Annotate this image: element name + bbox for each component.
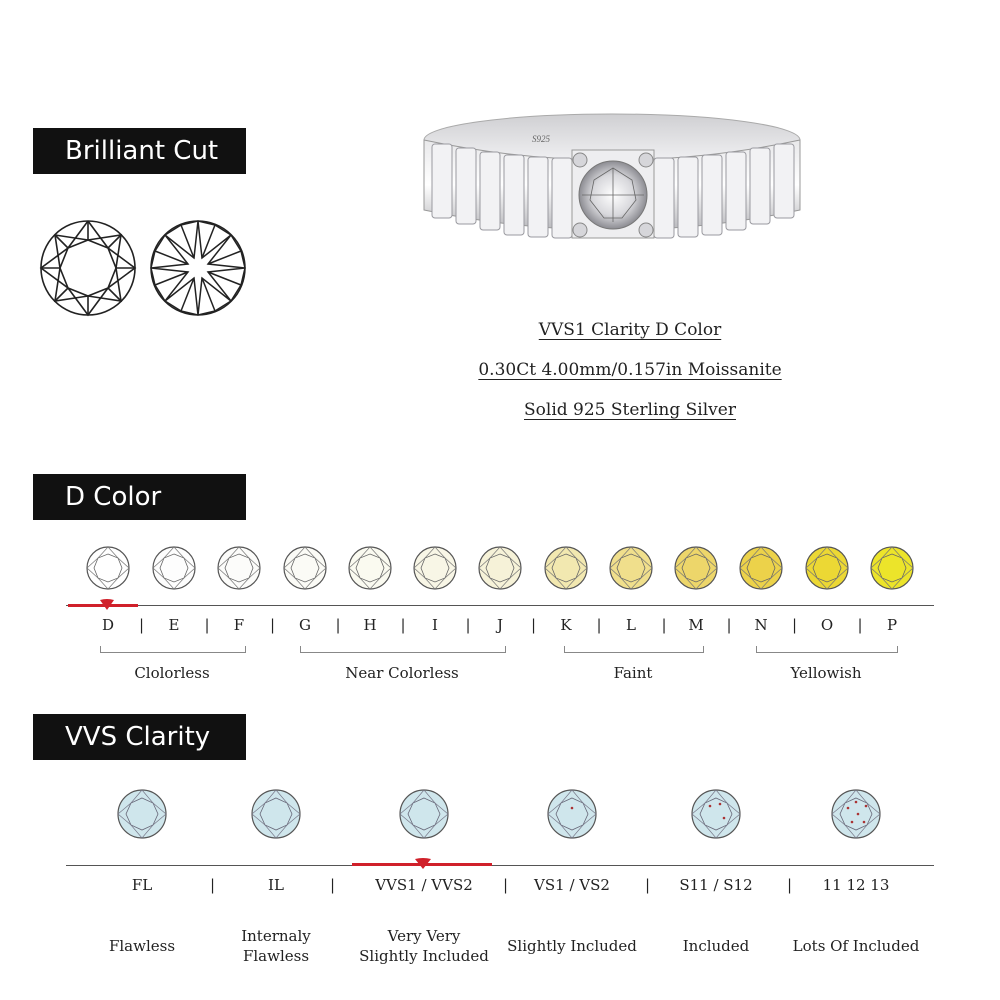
color-gem-o [804,545,850,591]
group-label-colorless: Clolorless [134,664,210,682]
clarity-selected-marker-icon [412,857,434,871]
clarity-description-line: Internaly [241,927,311,945]
clarity-description-line: Included [682,937,750,955]
clarity-gem-0 [116,788,168,840]
clarity-gem-3 [546,788,598,840]
grade-separator: | [465,616,471,634]
spec-clarity-color: VVS1 Clarity D Color [538,320,722,340]
color-grade-l: L [626,616,636,634]
clarity-grade-description [781,936,931,956]
group-bracket-near-colorless [300,646,506,653]
color-gem-d [85,545,131,591]
clarity-grade-description [67,936,217,956]
clarity-grade-description [201,926,351,966]
ring-image [412,100,812,260]
brilliant-cut-side-diagram [38,218,138,318]
color-gem-k [543,545,589,591]
grade-separator: | [726,616,732,634]
color-gem-p [869,545,915,591]
color-gem-l [608,545,654,591]
clarity-scale-line [66,865,934,866]
group-bracket-yellowish [756,646,898,653]
color-selected-marker-icon [97,598,117,612]
grade-separator: | [210,876,216,894]
color-grade-i: I [432,616,438,634]
color-gem-i [412,545,458,591]
clarity-grade-description [349,926,499,966]
grade-separator: | [270,616,276,634]
group-label-yellowish: Yellowish [790,664,862,682]
spec-size: 0.30Ct 4.00mm/0.157in Moissanite [478,360,782,380]
clarity-gem-4 [690,788,742,840]
color-gem-n [738,545,784,591]
clarity-grade-label: S11 / S12 [679,876,753,894]
color-grade-n: N [754,616,768,634]
color-gem-g [282,545,328,591]
color-grade-o: O [820,616,834,634]
grade-separator: | [787,876,793,894]
spec-material: Solid 925 Sterling Silver [524,400,736,420]
color-gem-m [673,545,719,591]
grade-separator: | [857,616,863,634]
group-bracket-colorless [100,646,246,653]
grade-separator: | [596,616,602,634]
ring-stamp: S925 [532,134,550,144]
clarity-description-line: Slightly Included [507,937,637,955]
clarity-gem-5 [830,788,882,840]
clarity-grade-description [641,936,791,956]
color-gem-h [347,545,393,591]
clarity-description-line: Very Very [387,927,461,945]
grade-separator: | [792,616,798,634]
color-gem-f [216,545,262,591]
color-grade-m: M [688,616,704,634]
clarity-grade-label: VVS1 / VVS2 [375,876,473,894]
color-grade-k: K [560,616,572,634]
grade-separator: | [335,616,341,634]
color-grade-f: F [233,616,245,634]
color-grade-e: E [168,616,180,634]
brilliant-cut-top-diagram [148,218,248,318]
header-vvs-clarity: VVS Clarity [33,714,246,760]
clarity-grade-description [497,936,647,956]
clarity-grade-label: VS1 / VS2 [534,876,610,894]
group-bracket-faint [564,646,704,653]
color-scale-line [66,605,934,606]
clarity-gem-1 [250,788,302,840]
header-d-color: D Color [33,474,246,520]
grade-separator: | [204,616,210,634]
clarity-grade-label: IL [268,876,284,894]
group-label-faint: Faint [613,664,653,682]
grade-separator: | [645,876,651,894]
clarity-description-line: Flawless [242,947,310,965]
grade-separator: | [400,616,406,634]
color-grade-d: D [101,616,115,634]
clarity-grade-label: FL [131,876,153,894]
clarity-gem-2 [398,788,450,840]
grade-separator: | [330,876,336,894]
color-grade-p: P [886,616,898,634]
color-grade-g: G [299,616,311,634]
clarity-description-line: Flawless [108,937,176,955]
clarity-grade-label: 11 12 13 [822,876,890,894]
group-label-near-colorless: Near Colorless [345,664,459,682]
header-brilliant-cut: Brilliant Cut [33,128,246,174]
clarity-description-line: Slightly Included [359,947,489,965]
color-grade-h: H [363,616,377,634]
grade-separator: | [503,876,509,894]
color-grade-j: J [496,616,503,634]
grade-separator: | [139,616,145,634]
color-gem-j [477,545,523,591]
clarity-description-line: Lots Of Included [792,937,920,955]
color-gem-e [151,545,197,591]
grade-separator: | [661,616,667,634]
grade-separator: | [531,616,537,634]
